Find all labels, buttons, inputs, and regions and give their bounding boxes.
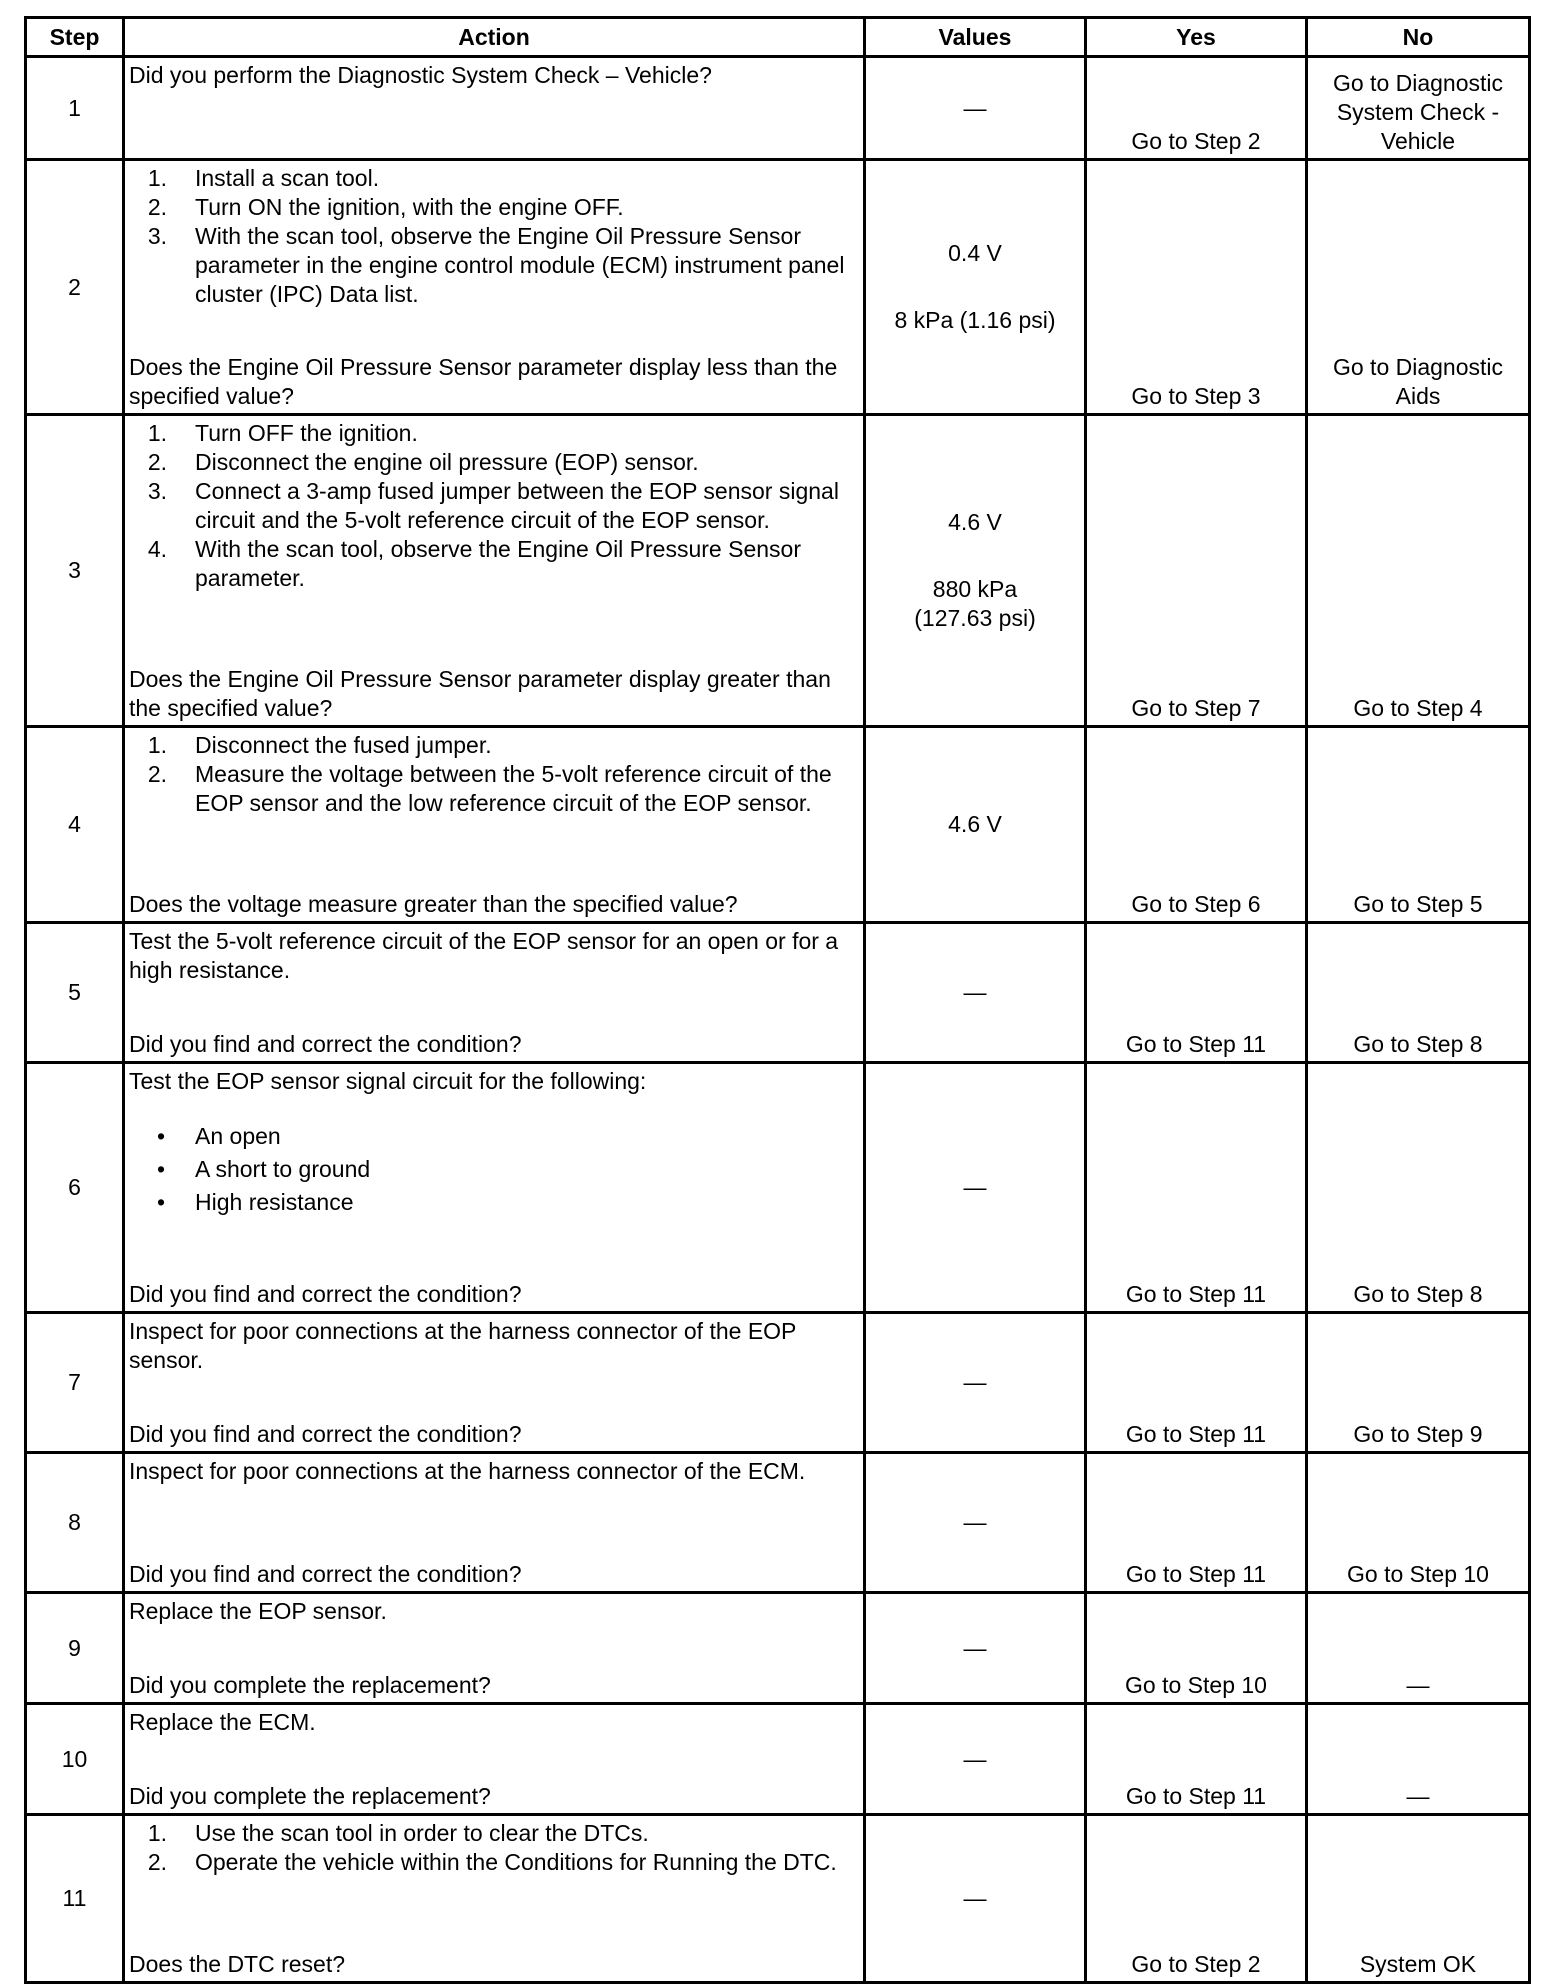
spec-value: — [963,94,987,121]
action-step-number: 2. [147,761,167,787]
bullet-icon: • [156,1123,165,1149]
action-step-number: 2. [147,449,167,475]
action-step-text: Connect a 3-amp fused jumper between the EOP sensor signal circuit and the 5-volt reference circuit of the EOP sensor. [195,478,839,533]
action-step-list [129,731,857,818]
action-instructions [129,927,857,985]
action-content [125,1705,863,1813]
values-cell [865,1593,1086,1704]
diagnostic-table [24,16,1531,1984]
action-intro: Replace the ECM. [129,1709,316,1735]
yes-cell [1086,415,1307,727]
action-content [125,1314,863,1451]
no-cell [1307,1704,1530,1815]
values-cell [865,415,1086,727]
action-step-number: 4. [147,536,167,562]
values-cell [865,1453,1086,1593]
no-cell [1307,57,1530,160]
spec-value: — [963,1745,987,1772]
action-intro: Inspect for poor connections at the harness connector of the ECM. [129,1458,806,1484]
spec-value: 4.6 V [948,811,1002,837]
action-bullet-text: An open [195,1123,281,1149]
action-step-list [129,419,857,593]
yes-cell [1086,923,1307,1063]
no-cell [1307,1593,1530,1704]
action-step-text: With the scan tool, observe the Engine Oil Pressure Sensor parameter in the engine control module (ECM) instrument panel cluster (IPC) Data list. [195,223,845,307]
action-question: Did you find and correct the condition? [129,1281,522,1307]
bullet-icon: • [156,1156,165,1182]
yes-cell [1086,1063,1307,1313]
values-stack [866,239,1084,335]
action-question: Did you find and correct the condition? [129,1031,522,1057]
action-step-text: Turn OFF the ignition. [195,420,418,446]
action-cell [124,1815,865,1983]
header-action: Action [124,18,865,57]
no-cell [1307,727,1530,923]
action-step-number: 3. [147,478,167,504]
action-instructions [129,164,857,309]
spec-value: — [963,1509,987,1535]
action-bullet-list [129,1120,857,1219]
action-step [129,1819,857,1848]
action-instructions [129,419,857,593]
action-step [129,1848,857,1877]
action-instructions [129,1708,857,1737]
action-step [129,164,857,193]
action-content [125,728,863,921]
table-row [26,1815,1530,1983]
spec-value: — [963,979,987,1005]
action-step [129,760,857,818]
action-intro: Did you perform the Diagnostic System Check – Vehicle? [129,62,712,88]
values-cell [865,727,1086,923]
action-content [125,58,863,158]
yes-cell [1086,1453,1307,1593]
no-action: Go to Step 10 [1347,1561,1489,1587]
no-action: System OK [1359,1951,1477,1977]
step-number: 11 [26,1815,124,1983]
no-cell [1307,415,1530,727]
action-step-number: 1. [147,732,167,758]
table-row [26,1453,1530,1593]
action-step-number: 1. [147,1820,167,1846]
action-step-list [129,1819,857,1877]
action-step-number: 1. [147,165,167,191]
step-number: 3 [26,415,124,727]
action-cell [124,415,865,727]
action-bullet [129,1186,857,1219]
action-cell [124,57,865,160]
action-instructions [129,1457,857,1486]
values-stack [866,1368,1084,1397]
action-step-number: 3. [147,223,167,249]
yes-action: Go to Step 2 [1131,128,1261,154]
spec-value: — [963,1885,987,1911]
action-instructions [129,1067,857,1219]
values-cell [865,1313,1086,1453]
values-cell [865,1063,1086,1313]
header-no: No [1307,18,1530,57]
spec-value: 0.4 V [948,240,1002,266]
step-number: 6 [26,1063,124,1313]
action-cell [124,160,865,415]
yes-cell [1086,727,1307,923]
yes-cell [1086,1815,1307,1983]
action-instructions [129,1597,857,1626]
action-step [129,535,857,593]
step-number: 5 [26,923,124,1063]
action-step-number: 1. [147,420,167,446]
spec-value: — [963,1369,987,1395]
table-row [26,923,1530,1063]
values-gap [866,537,1084,575]
yes-action: Go to Step 7 [1131,695,1261,721]
action-content [125,161,863,413]
no-action: Go to Step 4 [1353,695,1483,721]
no-cell [1307,923,1530,1063]
spec-value: — [963,1174,987,1200]
values-stack [866,810,1084,839]
action-cell [124,727,865,923]
no-action: Go to Step 5 [1353,891,1483,917]
yes-cell [1086,57,1307,160]
action-step-text: Disconnect the fused jumper. [195,732,492,758]
table-row [26,1704,1530,1815]
action-step-text: Disconnect the engine oil pressure (EOP) sensor. [195,449,699,475]
table-row [26,1593,1530,1704]
values-stack [866,978,1084,1007]
action-cell [124,1063,865,1313]
yes-action: Go to Step 2 [1131,1951,1261,1977]
step-number: 8 [26,1453,124,1593]
action-intro: Inspect for poor connections at the harness connector of the EOP sensor. [129,1318,796,1373]
action-content [125,1594,863,1702]
action-intro: Test the 5-volt reference circuit of the EOP sensor for an open or for a high resistance. [129,928,839,983]
no-cell [1307,1815,1530,1983]
no-cell [1307,1453,1530,1593]
action-content [125,1064,863,1311]
action-step-text: Use the scan tool in order to clear the DTCs. [195,1820,649,1846]
action-intro: Replace the EOP sensor. [129,1598,387,1624]
action-step [129,731,857,760]
values-gap [866,268,1084,306]
yes-action: Go to Step 3 [1131,383,1261,409]
action-question: Does the Engine Oil Pressure Sensor parameter display less than the specified value? [129,354,838,409]
no-action: Go to Diagnostic System Check - Vehicle [1332,70,1504,154]
yes-action: Go to Step 11 [1125,1421,1267,1447]
action-bullet [129,1153,857,1186]
values-stack [866,1745,1084,1774]
no-cell [1307,160,1530,415]
action-intro: Test the EOP sensor signal circuit for the following: [129,1068,647,1094]
no-action: Go to Step 8 [1353,1281,1483,1307]
spec-value: 880 kPa (127.63 psi) [914,576,1036,631]
action-bullet [129,1120,857,1153]
action-step-text: Turn ON the ignition, with the engine OFF. [195,194,624,220]
table-row [26,57,1530,160]
table-row [26,1313,1530,1453]
no-cell [1307,1063,1530,1313]
values-stack [866,1884,1084,1913]
table-row [26,1063,1530,1313]
action-step [129,419,857,448]
action-instructions [129,731,857,818]
action-bullet-text: A short to ground [195,1156,371,1182]
values-cell [865,57,1086,160]
step-number: 9 [26,1593,124,1704]
yes-cell [1086,1704,1307,1815]
step-number: 10 [26,1704,124,1815]
yes-action: Go to Step 6 [1131,891,1261,917]
spec-value: — [963,1634,987,1661]
step-number: 1 [26,57,124,160]
action-question: Does the voltage measure greater than the specified value? [129,891,738,917]
action-cell [124,1704,865,1815]
no-cell [1307,1313,1530,1453]
action-question: Did you complete the replacement? [129,1783,491,1809]
header-yes: Yes [1086,18,1307,57]
action-question: Does the DTC reset? [129,1951,346,1977]
action-step [129,193,857,222]
action-step-text: Measure the voltage between the 5-volt reference circuit of the EOP sensor and the low reference circuit of the EOP sensor. [195,761,832,816]
table-row [26,727,1530,923]
action-step [129,477,857,535]
yes-action: Go to Step 11 [1125,1561,1267,1587]
action-content [125,924,863,1061]
action-content [125,1454,863,1591]
bullet-icon: • [156,1189,165,1215]
yes-cell [1086,160,1307,415]
table-row [26,160,1530,415]
spec-value: 4.6 V [948,509,1002,535]
step-number: 4 [26,727,124,923]
spec-value: 8 kPa (1.16 psi) [894,307,1056,333]
action-step-number: 2. [147,1849,167,1875]
action-step [129,448,857,477]
action-instructions [129,1317,857,1375]
action-step-number: 2. [147,194,167,220]
values-stack [866,1508,1084,1537]
no-action: Go to Diagnostic Aids [1332,354,1504,409]
values-cell [865,1704,1086,1815]
action-step-text: Install a scan tool. [195,165,380,191]
values-stack [866,1173,1084,1202]
action-question: Did you find and correct the condition? [129,1421,522,1447]
yes-action: Go to Step 11 [1125,1031,1267,1057]
yes-cell [1086,1593,1307,1704]
step-number: 7 [26,1313,124,1453]
action-instructions [129,1819,857,1877]
action-step-list [129,164,857,309]
no-action: Go to Step 8 [1353,1031,1483,1057]
action-question: Did you complete the replacement? [129,1672,491,1698]
values-cell [865,923,1086,1063]
yes-cell [1086,1313,1307,1453]
action-content [125,1816,863,1981]
action-content [125,416,863,725]
action-instructions [129,61,857,90]
yes-action: Go to Step 10 [1125,1672,1267,1698]
values-cell [865,1815,1086,1983]
values-stack [866,94,1084,123]
action-cell [124,1453,865,1593]
yes-action: Go to Step 11 [1125,1783,1267,1809]
action-cell [124,1313,865,1453]
action-bullet-text: High resistance [195,1189,354,1215]
header-row [26,18,1530,57]
values-stack [866,508,1084,633]
header-step: Step [26,18,124,57]
no-action: — [1406,1672,1430,1698]
values-stack [866,1634,1084,1663]
action-cell [124,923,865,1063]
action-question: Did you find and correct the condition? [129,1561,522,1587]
values-cell [865,160,1086,415]
header-values: Values [865,18,1086,57]
action-cell [124,1593,865,1704]
yes-action: Go to Step 11 [1125,1281,1267,1307]
table-row [26,415,1530,727]
step-number: 2 [26,160,124,415]
action-question: Does the Engine Oil Pressure Sensor parameter display greater than the specified value? [129,666,831,721]
action-step [129,222,857,309]
action-step-text: Operate the vehicle within the Conditions for Running the DTC. [195,1849,837,1875]
no-action: Go to Step 9 [1353,1421,1483,1447]
no-action: — [1406,1783,1430,1809]
action-step-text: With the scan tool, observe the Engine Oil Pressure Sensor parameter. [195,536,801,591]
